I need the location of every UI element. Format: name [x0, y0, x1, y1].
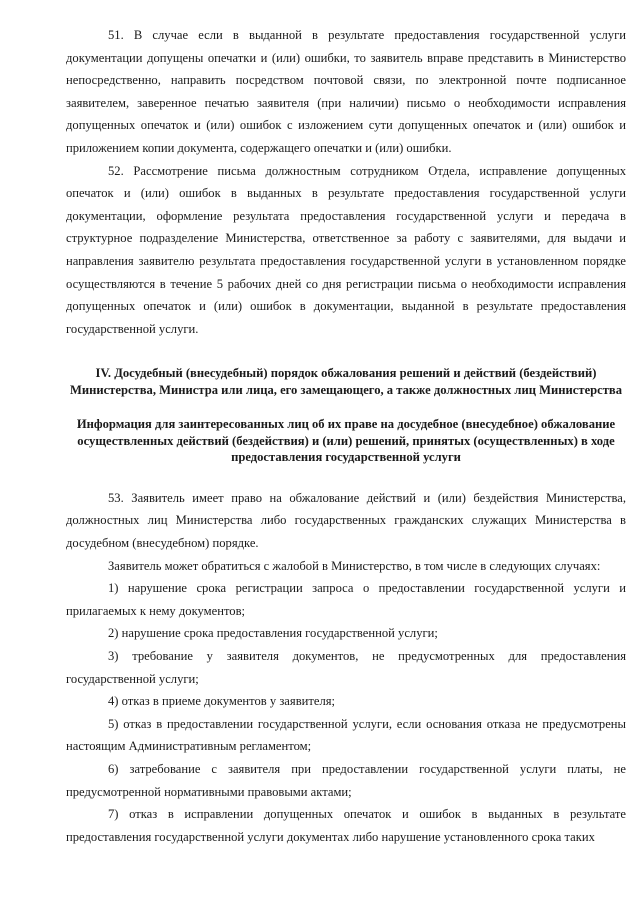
list-item-1: 1) нарушение срока регистрации запроса о предоставлении государственной услуги и прилагаемых к нему документов; [66, 581, 626, 618]
subsection-heading: Информация для заинтересованных лиц об их праве на досудебное (внесудебное) обжалование осуществленных действий (бездействия) и (или) решений, принятых (осуществленных) в ходе предоставления государственной услуги [76, 417, 616, 465]
list-item-2: 2) нарушение срока предоставления государственной услуги; [108, 626, 438, 641]
list-item-4: 4) отказ в приеме документов у заявителя; [108, 694, 336, 709]
list-item-5: 5) отказ в предоставлении государственной услуги, если основания отказа не предусмотрены настоящим Административным регламентом; [66, 716, 626, 754]
paragraph-51: 51. В случае если в выданной в результате предоставления государственной услуги документации допущены опечатки и (или) ошибки, то заявитель вправе представить в Министерство непосредственно, направить посредством почтовой связи, по электронной почте подписанное заявителем, заверенное печатью заявителя (при наличии) письмо о необходимости исправления допущенных опечаток и (или) ошибок с изложением сути допущенных опечаток и (или) ошибок и приложением копии документа, содержащего опечатки и (или) ошибки. [66, 28, 626, 155]
paragraph-53: 53. Заявитель имеет право на обжалование действий и (или) бездействия Министерства, должностных лиц Министерства либо государственных гражданских служащих Министерства в досудебном (внесудебном) порядке. [66, 490, 626, 550]
paragraph-52: 52. Рассмотрение письма должностным сотрудником Отдела, исправление допущенных опечаток и (или) ошибок в выданных в результате предоставления государственной услуги документации, оформление результата предоставления государственной услуги и передача в структурное подразделение Министерства, ответственное за работу с заявителями, для выдачи и направления заявителю результата предоставления государственной услуги в установленном порядке осуществляются в течение 5 рабочих дней со дня регистрации письма о необходимости исправления допущенных опечаток и (или) ошибок в документации, выданной в результате предоставления государственной услуги. [66, 163, 626, 336]
section-heading: IV. Досудебный (внесудебный) порядок обжалования решений и действий (бездействий) Министерства, Министра или лица, его замещающего, а также должностных лиц Министерства [69, 366, 623, 397]
list-item-6: 6) затребование с заявителя при предоставлении государственной услуги платы, не предусмотренной нормативными правовыми актами; [66, 761, 626, 799]
list-item-7: 7) отказ в исправлении допущенных опечаток и ошибок в выданных в результате предоставления государственной услуги документах либо нарушение установленного срока таких [66, 807, 626, 844]
list-item-3: 3) требование у заявителя документов, не предусмотренных для предоставления государственной услуги; [66, 648, 626, 686]
paragraph-intro: Заявитель может обратиться с жалобой в Министерство, в том числе в следующих случаях: [108, 558, 601, 573]
